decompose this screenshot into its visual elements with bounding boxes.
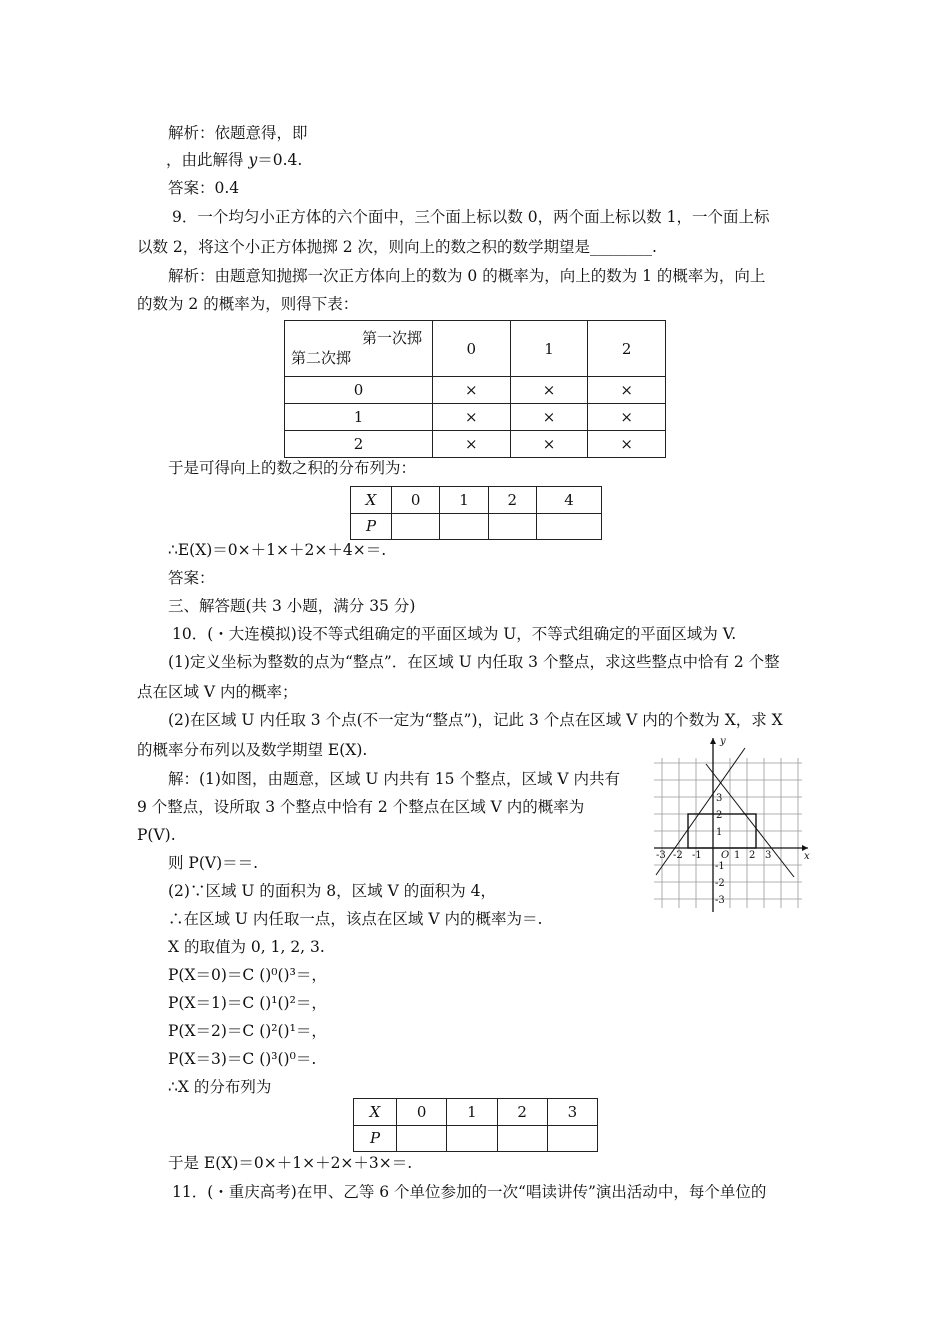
table-cell-empty	[488, 513, 536, 540]
row-label-p: P	[354, 1125, 397, 1152]
table-cell: 2	[497, 1099, 547, 1126]
table-cell: 4	[537, 487, 602, 514]
table-cell-empty	[397, 1125, 447, 1152]
x-tick: 1	[734, 850, 741, 861]
question-9-line-2: 以数 2，将这个小正方体抛掷 2 次，则向上的数之积的数学期望是________.	[137, 238, 657, 256]
x-axis-label: x	[804, 851, 810, 862]
solution-9-line-2: 的数为 2 的概率为，则得下表：	[137, 295, 359, 313]
table-cell: 1	[447, 1099, 497, 1126]
prob-x1: P(X＝1)＝C ()¹()²＝，	[168, 994, 327, 1012]
table-cell: ×	[510, 404, 588, 431]
x-tick: -2	[673, 850, 683, 861]
x-tick: -3	[656, 850, 666, 861]
table-cell: 3	[547, 1099, 597, 1126]
table-throw-outcomes	[284, 320, 666, 458]
table-cell: 0	[392, 487, 440, 514]
table-cell: ×	[588, 377, 666, 404]
y-tick: 2	[716, 810, 723, 821]
solution-9-line-3: 于是可得向上的数之积的分布列为：	[168, 459, 417, 477]
table-cell: 1	[440, 487, 488, 514]
question-9-line-1: 9．一个均匀小正方体的六个面中，三个面上标以数 0，两个面上标以数 1，一个面上标	[172, 208, 770, 226]
section-3-title: 三、解答题(共 3 小题，满分 35 分)	[168, 597, 416, 615]
solution-10-line-7: X 的取值为 0, 1, 2, 3.	[168, 938, 325, 956]
table-cell: ×	[433, 404, 511, 431]
row-label: 1	[285, 404, 433, 431]
solution-10-line-5: (2)∵区域 U 的面积为 8，区域 V 的面积为 4，	[168, 882, 496, 900]
solution-9-line-1: 解析：由题意知抛掷一次正方体向上的数为 0 的概率为，向上的数为 1 的概率为，向上	[168, 267, 766, 285]
answer-9: 答案：	[168, 569, 215, 587]
origin-label: O	[721, 850, 730, 861]
line-analysis-2	[166, 150, 302, 170]
y-tick: -3	[715, 895, 725, 906]
col-header: 0	[433, 321, 511, 377]
table-distribution-product	[350, 486, 602, 540]
question-10-part1-line-1: (1)定义坐标为整数的点为“整点”．在区域 U 内任取 3 个整点，求这些整点中恰有 2 个整	[168, 653, 780, 671]
table-cell: ×	[588, 404, 666, 431]
col-header: 1	[510, 321, 588, 377]
question-10: 10．(・大连模拟)设不等式组确定的平面区域为 U，不等式组确定的平面区域为 V.	[172, 625, 737, 643]
y-tick: 1	[716, 827, 723, 838]
table-header-diagonal	[285, 321, 433, 377]
header-first-throw: 第一次掷	[361, 329, 422, 347]
col-header: 2	[588, 321, 666, 377]
table-cell-empty	[440, 513, 488, 540]
table-cell-empty	[537, 513, 602, 540]
table-cell-empty	[497, 1125, 547, 1152]
expectation-10: 于是 E(X)＝0×＋1×＋2×＋3×＝.	[168, 1154, 413, 1172]
expectation-9: ∴E(X)＝0×＋1×＋2×＋4×＝.	[168, 541, 387, 559]
table-cell: 2	[488, 487, 536, 514]
y-tick: -1	[715, 861, 725, 872]
row-label: 2	[285, 431, 433, 458]
table-cell: ×	[433, 377, 511, 404]
table-cell-empty	[547, 1125, 597, 1152]
answer-8: 答案：0.4	[168, 179, 240, 197]
question-10-part2-line-2: 的概率分布列以及数学期望 E(X).	[137, 741, 368, 759]
x-tick: 2	[749, 850, 756, 861]
question-10-part2-line-1: (2)在区域 U 内任取 3 个点(不一定为“整点”)，记此 3 个点在区域 V 内的个数为 X，求 X	[168, 711, 783, 729]
y-tick: -2	[715, 878, 725, 889]
solution-10-line-1: 解：(1)如图，由题意，区域 U 内共有 15 个整点，区域 V 内共有	[168, 770, 620, 788]
y-axis-label: y	[720, 736, 726, 747]
table-cell-empty	[392, 513, 440, 540]
row-label-x: X	[354, 1099, 397, 1126]
table-row	[285, 404, 666, 431]
x-tick: -1	[692, 850, 702, 861]
grid	[654, 758, 802, 908]
table-cell-empty	[447, 1125, 497, 1152]
y-tick: 3	[716, 793, 723, 804]
row-label: 0	[285, 377, 433, 404]
table-cell: 0	[397, 1099, 447, 1126]
prob-x3: P(X＝3)＝C ()³()⁰＝.	[168, 1050, 317, 1068]
table-cell: ×	[510, 377, 588, 404]
question-11: 11．(・重庆高考)在甲、乙等 6 个单位参加的一次“唱读讲传”演出活动中，每个单位的	[172, 1183, 767, 1201]
y-arrow-icon	[710, 738, 716, 744]
solution-10-line-3: P(V).	[137, 826, 176, 844]
line-analysis-1: 解析：依题意得，即	[168, 124, 308, 142]
header-second-throw: 第二次掷	[291, 349, 352, 367]
table-cell: ×	[588, 431, 666, 458]
text: ＝0.4.	[257, 151, 303, 169]
distribution-label: ∴X 的分布列为	[168, 1078, 272, 1096]
table-row	[285, 431, 666, 458]
table-distribution-x	[353, 1098, 598, 1152]
solution-10-line-4: 则 P(V)＝＝.	[168, 854, 259, 872]
x-tick: 3	[765, 850, 772, 861]
table-row	[285, 377, 666, 404]
table-cell: ×	[510, 431, 588, 458]
solution-10-line-2: 9 个整点，设所取 3 个整点中恰有 2 个整点在区域 V 内的概率为	[137, 798, 585, 816]
region-figure	[652, 734, 812, 914]
prob-x2: P(X＝2)＝C ()²()¹＝，	[168, 1022, 327, 1040]
row-label-p: P	[351, 513, 392, 540]
table-cell: ×	[433, 431, 511, 458]
row-label-x: X	[351, 487, 392, 514]
prob-x0: P(X＝0)＝C ()⁰()³＝，	[168, 966, 327, 984]
solution-10-line-6: ∴在区域 U 内任取一点，该点在区域 V 内的概率为＝.	[168, 910, 543, 928]
question-10-part1-line-2: 点在区域 V 内的概率；	[137, 683, 298, 701]
text: ，由此解得	[166, 151, 249, 169]
variable-y: y	[248, 151, 258, 169]
